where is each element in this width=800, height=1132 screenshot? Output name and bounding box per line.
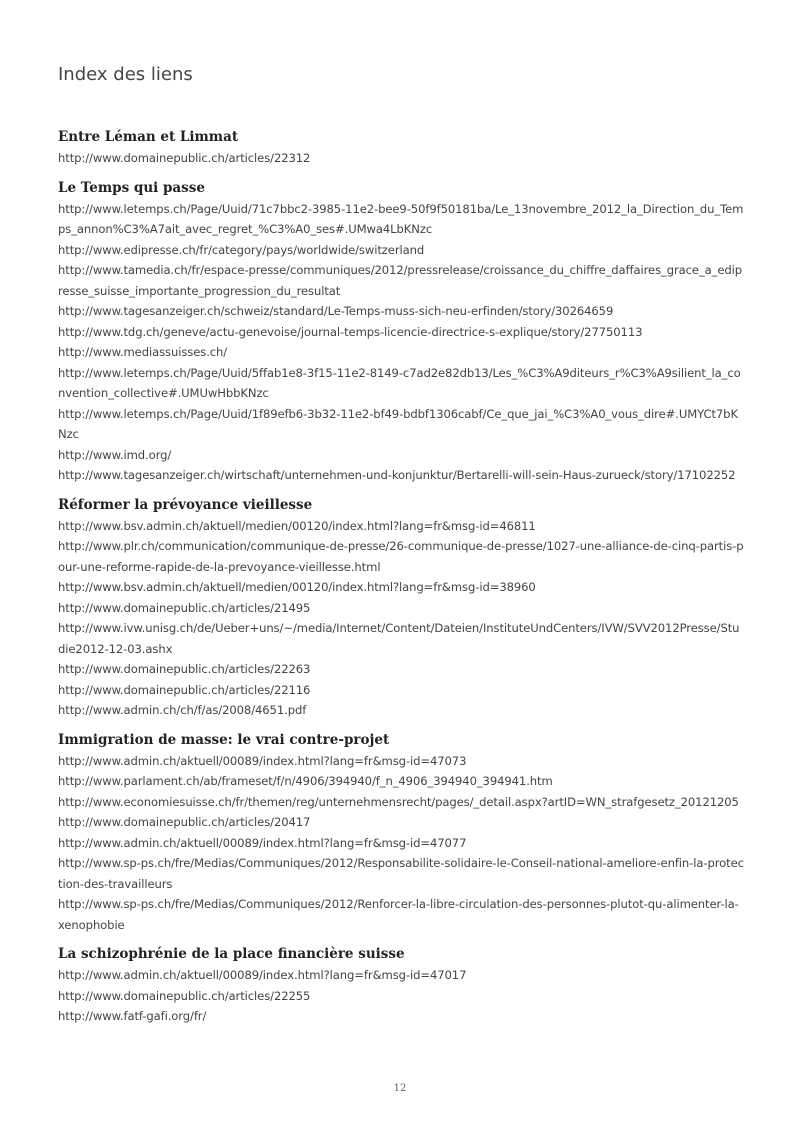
link-url[interactable]: http://www.letemps.ch/Page/Uuid/1f89efb6-3b32-11e2-bf49-bdbf1306cabf/Ce_que_jai_%C3%A0_vous_dire#.UMYCt7bKNzc: [58, 406, 738, 441]
link-section: [58, 492, 744, 721]
link-section: [58, 727, 744, 936]
link-url[interactable]: http://www.admin.ch/aktuell/00089/index.html?lang=fr&msg-id=47077: [58, 835, 467, 850]
link-section: [58, 124, 744, 169]
link-url[interactable]: http://www.imd.org/: [58, 447, 172, 462]
link-url[interactable]: http://www.economiesuisse.ch/fr/themen/reg/unternehmensrecht/pages/_detail.aspx?artID=WN_strafgesetz_20121205: [58, 794, 739, 809]
link-url[interactable]: http://www.bsv.admin.ch/aktuell/medien/00120/index.html?lang=fr&msg-id=46811: [58, 518, 536, 533]
link-list: [58, 751, 744, 936]
section-title: Le Temps qui passe: [58, 179, 205, 196]
link-url[interactable]: http://www.admin.ch/aktuell/00089/index.html?lang=fr&msg-id=47017: [58, 968, 467, 982]
link-url[interactable]: http://www.admin.ch/ch/f/as/2008/4651.pdf: [58, 703, 307, 717]
page-number: 12: [393, 1083, 407, 1094]
link-list: [58, 516, 744, 721]
link-url[interactable]: http://www.tagesanzeiger.ch/wirtschaft/unternehmen-und-konjunktur/Bertarelli-will-sein-Haus-zurueck/story/17102252: [58, 468, 736, 482]
link-url[interactable]: http://www.bsv.admin.ch/aktuell/medien/00120/index.html?lang=fr&msg-id=38960: [58, 580, 536, 594]
link-url[interactable]: http://www.edipresse.ch/fr/category/pays/worldwide/switzerland: [58, 242, 425, 257]
link-url[interactable]: http://www.ivw.unisg.ch/de/Ueber+uns/~/media/Internet/Content/Dateien/InstituteUndCenters/IVW/SVV2012Presse/Studie2012-12-03.ashx: [58, 621, 740, 656]
link-url[interactable]: http://www.fatf-gafi.org/fr/: [58, 1009, 207, 1023]
link-url[interactable]: http://www.sp-ps.ch/fre/Medias/Communiques/2012/Renforcer-la-libre-circulation-des-personnes-plutot-qu-alimenter-la-xenophobie: [58, 897, 739, 932]
link-url[interactable]: http://www.tagesanzeiger.ch/schweiz/standard/Le-Temps-muss-sich-neu-erfinden/story/30264659: [58, 304, 614, 318]
link-url[interactable]: http://www.domainepublic.ch/articles/22255: [58, 988, 311, 1003]
page-title: Index des liens: [58, 64, 193, 85]
link-url[interactable]: http://www.domainepublic.ch/articles/21495: [58, 600, 311, 615]
link-url[interactable]: http://www.domainepublic.ch/articles/22263: [58, 662, 311, 676]
section-title: Immigration de masse: le vrai contre-projet: [58, 731, 390, 748]
section-title: La schizophrénie de la place financière suisse: [58, 946, 405, 962]
link-url[interactable]: http://www.sp-ps.ch/fre/Medias/Communiques/2012/Responsabilite-solidaire-le-Conseil-national-ameliore-enfin-la-protection-des-travailleurs: [58, 856, 744, 891]
link-index: [58, 124, 744, 1027]
link-url[interactable]: http://www.domainepublic.ch/articles/22116: [58, 682, 311, 697]
section-title: Entre Léman et Limmat: [58, 129, 239, 145]
link-list: [58, 148, 744, 169]
link-url[interactable]: http://www.letemps.ch/Page/Uuid/5ffab1e8-3f15-11e2-8149-c7ad2e82db13/Les_%C3%A9diteurs_r%C3%A9silient_la_convention_collective#.UMUwHbbKNzc: [58, 365, 741, 400]
link-url[interactable]: http://www.domainepublic.ch/articles/20417: [58, 815, 311, 829]
link-url[interactable]: http://www.parlament.ch/ab/frameset/f/n/4906/394940/f_n_4906_394940_394941.htm: [58, 774, 553, 788]
link-section: [58, 175, 744, 486]
link-url[interactable]: http://www.tdg.ch/geneve/actu-genevoise/journal-temps-licencie-directrice-s-explique/story/27750113: [58, 324, 643, 339]
link-url[interactable]: http://www.plr.ch/communication/communique-de-presse/26-communique-de-presse/1027-une-alliance-de-cinq-partis-pour-une-reforme-rapide-de-la-prevoyance-vieillesse.html: [58, 539, 744, 574]
link-url[interactable]: http://www.letemps.ch/Page/Uuid/71c7bbc2-3985-11e2-bee9-50f9f50181ba/Le_13novembre_2012_la_Direction_du_Temps_annon%C3%A7ait_avec_regret_%C3%A0_ses#.UMwa4LbKNzc: [58, 201, 744, 236]
document-page: [58, 62, 744, 1033]
link-list: [58, 965, 744, 1027]
link-url[interactable]: http://www.tamedia.ch/fr/espace-presse/communiques/2012/pressrelease/croissance_du_chiffre_daffaires_grace_a_edipresse_suisse_importante_progression_du_resultat: [58, 263, 743, 298]
link-url[interactable]: http://www.admin.ch/aktuell/00089/index.html?lang=fr&msg-id=47073: [58, 753, 467, 768]
link-url[interactable]: http://www.mediassuisses.ch/: [58, 345, 228, 359]
link-list: [58, 199, 744, 486]
link-url[interactable]: http://www.domainepublic.ch/articles/22312: [58, 151, 311, 165]
section-title: Réformer la prévoyance vieillesse: [58, 496, 313, 513]
link-section: [58, 941, 744, 1027]
